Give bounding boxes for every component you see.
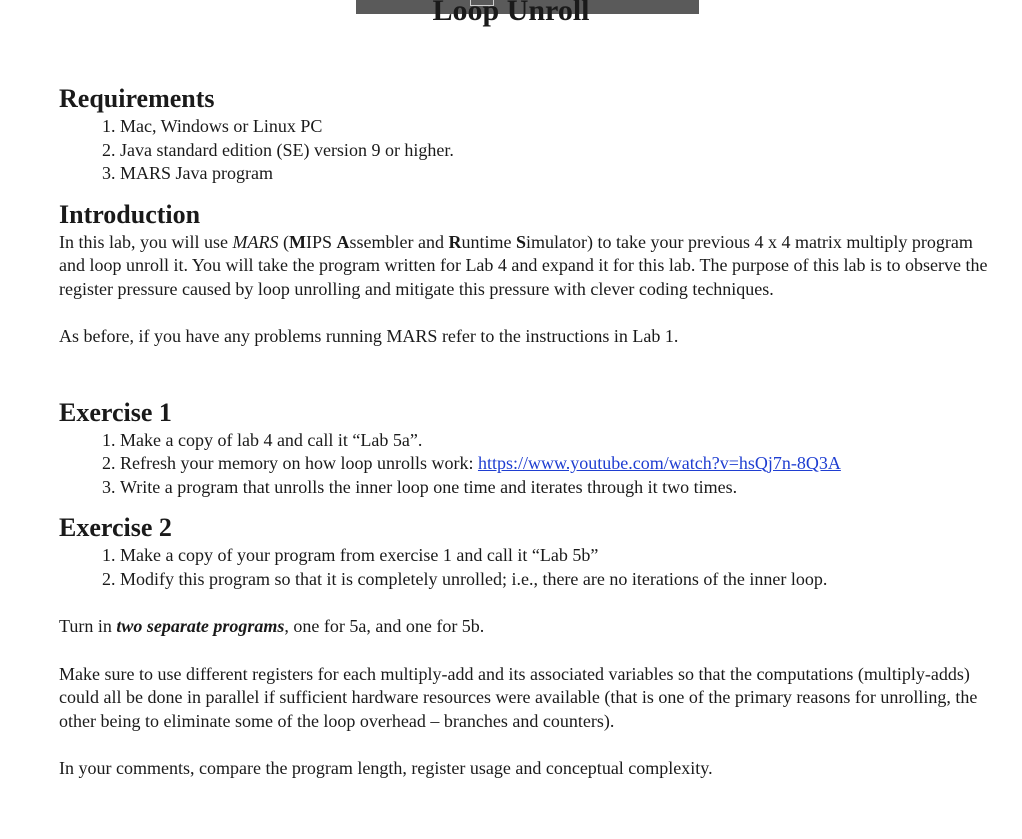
list-item: 2. Modify this program so that it is completely unrolled; i.e., there are no iterations of the inner loop.	[120, 568, 989, 592]
document-title: Loop Unroll	[432, 0, 590, 27]
list-item: 2. Java standard edition (SE) version 9 or higher.	[120, 139, 989, 163]
turn-in-paragraph: Turn in two separate programs, one for 5a, and one for 5b.	[59, 616, 485, 636]
list-item: 2. Refresh your memory on how loop unrolls work: https://www.youtube.com/watch?v=hsQj7n-8Q3A	[120, 452, 989, 476]
requirements-list	[59, 115, 989, 186]
list-item: 1. Make a copy of your program from exercise 1 and call it “Lab 5b”	[120, 544, 989, 568]
requirements-heading: Requirements	[59, 84, 215, 113]
introduction-heading: Introduction	[59, 199, 201, 229]
document-body	[59, 83, 989, 781]
exercise-2-heading: Exercise 2	[59, 513, 172, 542]
mars-help-paragraph: As before, if you have any problems running MARS refer to the instructions in Lab 1.	[59, 326, 679, 346]
introduction-paragraph: In this lab, you will use MARS (MIPS Assembler and Runtime Simulator) to take your previous 4 x 4 matrix multiply program and loop unroll it. You will take the program written for Lab 4 and expand it for this lab. The purpose of this lab is to observe the register pressure caused by loop unrolling and mitigate this pressure with clever coding techniques.	[59, 231, 988, 299]
list-item: 1. Make a copy of lab 4 and call it “Lab 5a”.	[120, 429, 989, 453]
comments-paragraph: In your comments, compare the program length, register usage and conceptual complexity.	[59, 758, 713, 778]
youtube-link[interactable]: https://www.youtube.com/watch?v=hsQj7n-8Q3A	[477, 453, 841, 473]
list-item: 3. Write a program that unrolls the inner loop one time and iterates through it two times.	[120, 476, 989, 500]
list-item: 3. MARS Java program	[120, 162, 989, 186]
list-item: 1. Mac, Windows or Linux PC	[120, 115, 989, 139]
exercise-2-list	[59, 544, 989, 591]
exercise-1-heading: Exercise 1	[59, 397, 172, 427]
exercise-1-list	[59, 429, 989, 500]
parallel-registers-paragraph: Make sure to use different registers for each multiply-add and its associated variables so that the computations (multiply-adds) could all be done in parallel if sufficient hardware resources were available (that is one of the primary reasons for unrolling, the other being to eliminate some of the loop overhead – branches and counters).	[59, 663, 978, 731]
